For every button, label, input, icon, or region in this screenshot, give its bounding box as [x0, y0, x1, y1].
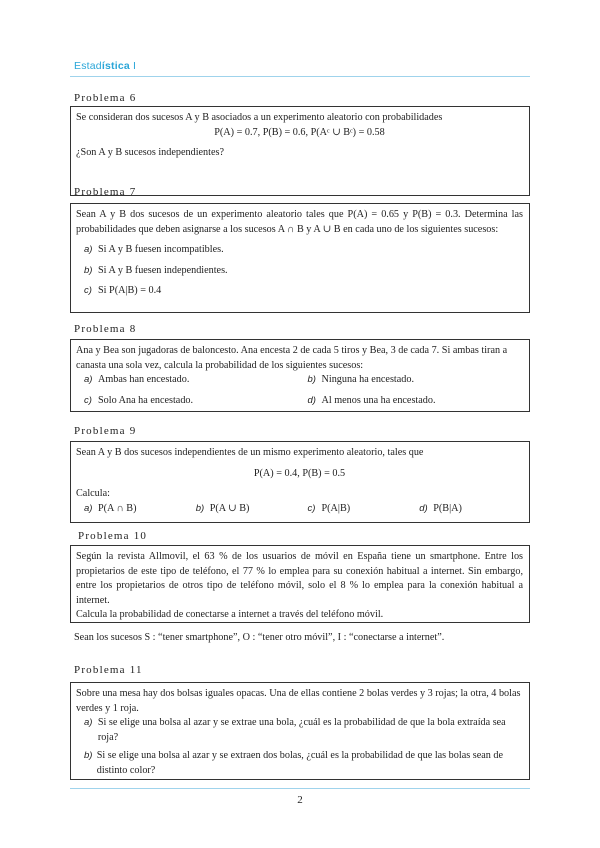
problem-7-intro: Sean A y B dos sucesos de un experimento aleatorio tales que P(A) = 0.65 y P(B) = 0.3. Determina las probabilidades que deben asignarse a los sucesos A ∩ B y A ∪ B en cada uno de los siguientes sucesos:	[76, 209, 523, 235]
problem-7-box	[70, 203, 530, 313]
page-header	[74, 60, 136, 72]
problem-11-box	[70, 682, 530, 780]
problem-8-option-a: a) Ambas han encestado.	[84, 374, 190, 385]
problem-6-formula: P(A) = 0.7, P(B) = 0.6, P(Aᶜ ∪ Bᶜ) = 0.58	[214, 126, 385, 138]
problem-11-intro: Sobre una mesa hay dos bolsas iguales opacas. Una de ellas contiene 2 bolas verdes y 3 rojas; la otra, 4 bolas verdes y 1 roja.	[76, 688, 521, 714]
problem-6-question: ¿Son A y B sucesos independientes?	[76, 147, 224, 158]
page-number: 2	[297, 794, 303, 806]
problem-9-option-b: b) P(A ∪ B)	[195, 502, 250, 514]
problem-9-title: Problema 9	[74, 425, 137, 437]
problem-6-title: Problema 6	[74, 92, 137, 104]
problem-9-option-a: a) P(A ∩ B)	[84, 502, 137, 514]
problem-9-calc: Calcula:	[76, 488, 110, 499]
header-rule	[70, 76, 530, 77]
problem-7-option-a: a) Si A y B fuesen incompatibles.	[84, 244, 224, 255]
problem-11-title: Problema 11	[74, 664, 143, 676]
problem-10-text: Según la revista Allmovil, el 63 % de los usuarios de móvil en España tiene un smartphone. Entre los propietarios de este tipo de teléfono, el 77 % lo emplea para su conexión habitual a internet. Sin embargo, entre los propietarios de otros tipo de teléfono móvil, solo el 8 % lo emplea para la conexión habitual a internet.	[76, 551, 523, 606]
problem-9-intro: Sean A y B dos sucesos independientes de un mismo experimento aleatorio, tales que	[76, 447, 424, 458]
problem-9-option-c: c) P(A|B)	[307, 502, 351, 514]
problem-10-ask: Calcula la probabilidad de conectarse a internet a través del teléfono móvil.	[76, 609, 384, 620]
problem-6-box	[70, 106, 530, 196]
problem-6-line-1: Se consideran dos sucesos A y B asociados a un experimento aleatorio con probabilidades	[76, 112, 443, 123]
problem-11-option-a: a) Si se elige una bolsa al azar y se extrae una bola, ¿cuál es la probabilidad de que la bola extraída sea roja?	[84, 717, 506, 743]
problem-7-option-b: b) Si A y B fuesen independientes.	[84, 264, 228, 276]
problem-8-title: Problema 8	[74, 323, 137, 335]
problem-11-option-b: b) Si se elige una bolsa al azar y se extraen dos bolas, ¿cuál es la probabilidad de que las bolas sean de distinto color?	[84, 750, 503, 776]
problem-10-note: Sean los sucesos S : “tener smartphone”, O : “tener otro móvil”, I : “conectarse a internet”.	[74, 632, 445, 643]
header-bold: ística	[101, 60, 130, 72]
problem-9-option-d: d) P(B|A)	[419, 502, 462, 514]
problem-10-title: Problema 10	[78, 530, 148, 542]
problem-7-title: Problema 7	[74, 186, 137, 198]
problem-8-option-c: c) Solo Ana ha encestado.	[84, 394, 194, 406]
problem-10-box	[70, 545, 530, 623]
problem-9-box	[70, 441, 530, 523]
problem-8-box	[70, 339, 530, 412]
problem-8-intro: Ana y Bea son jugadoras de baloncesto. Ana encesta 2 de cada 5 tiros y Bea, 3 de cada 7. Si ambas tiran a canasta una sola vez, calcula la probabilidad de los siguientes sucesos:	[76, 345, 508, 371]
problem-9-formula: P(A) = 0.4, P(B) = 0.5	[253, 467, 346, 479]
problem-8-option-d: d) Al menos una ha encestado.	[307, 394, 436, 406]
problem-8-option-b: b) Ninguna ha encestado.	[307, 374, 415, 385]
header-prefix: Estad	[74, 60, 102, 72]
problem-7-option-c: c) Si P(A|B) = 0.4	[84, 285, 162, 296]
header-suffix: I	[129, 60, 137, 72]
footer-rule	[70, 788, 530, 789]
